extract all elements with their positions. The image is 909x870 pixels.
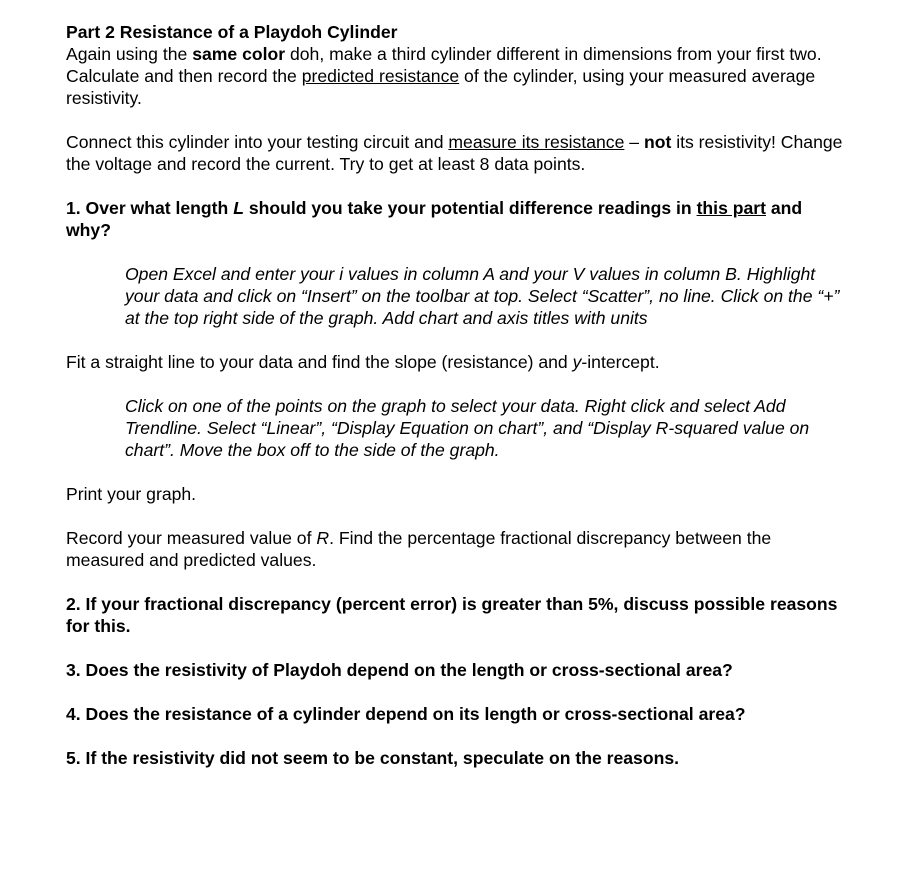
document-page (66, 21, 846, 769)
section-title: Part 2 Resistance of a Playdoh Cylinder (66, 22, 398, 42)
record-paragraph (66, 527, 846, 571)
connect-text-1: Connect this cylinder into your testing circuit and (66, 132, 449, 152)
trendline-instructions: Click on one of the points on the graph to select your data. Right click and select Add Trendline. Select “Linear”, “Display Equation on chart”, and “Display R-squared value on chart”. Move the box off to the side of the graph. (125, 396, 810, 460)
connect-text-3: its resistivity! Change the voltage and record the current. Try to get at least 8 data points. (66, 132, 843, 174)
connect-underline-measure: measure its resistance (448, 132, 625, 152)
fit-text-1: Fit a straight line to your data and find the slope (resistance) and (66, 352, 573, 372)
q1-text-1: 1. Over what length (66, 198, 234, 218)
question-1 (66, 197, 846, 241)
connect-paragraph (66, 131, 846, 175)
question-2: 2. If your fractional discrepancy (percent error) is greater than 5%, discuss possible reasons for this. (66, 594, 838, 636)
question-4: 4. Does the resistance of a cylinder depend on its length or cross-sectional area? (66, 704, 746, 724)
question-3: 3. Does the resistivity of Playdoh depend on the length or cross-sectional area? (66, 660, 733, 680)
excel-italic-i: i (339, 264, 344, 284)
intro-paragraph (66, 43, 846, 109)
q1-text-2: should you take your potential difference readings in (243, 198, 697, 218)
excel-text-1: Open Excel and enter your (125, 264, 340, 284)
connect-bold-not: not (643, 132, 672, 152)
print-paragraph: Print your graph. (66, 484, 197, 504)
record-text-2: . Find the percentage fractional discrepancy between the measured and predicted values. (66, 528, 772, 570)
excel-instructions (66, 263, 846, 329)
fit-text-2: -intercept. (581, 352, 660, 372)
intro-text-3: of the cylinder, using your measured average resistivity. (66, 66, 816, 108)
excel-text-2: values in column A and your (343, 264, 573, 284)
intro-text-1: Again using the (66, 44, 193, 64)
excel-text-3: values in column B. Highlight your data and click on “Insert” on the toolbar at top. Select “Scatter”, no line. Click on the “+” at the top right side of the graph. Add chart and axis titles with units (125, 264, 840, 328)
q1-underline-this-part: this part (696, 198, 766, 218)
intro-text-2: doh, make a third cylinder different in dimensions from your first two. Calculate and then record the (66, 44, 822, 86)
fit-italic-y: y (572, 352, 582, 372)
fit-paragraph (66, 351, 846, 373)
question-5: 5. If the resistivity did not seem to be constant, speculate on the reasons. (66, 748, 679, 768)
record-text-1: Record your measured value of (66, 528, 317, 548)
q1-text-3: and why? (66, 198, 803, 240)
record-italic-R: R (316, 528, 330, 548)
intro-bold-same-color: same color (192, 44, 286, 64)
intro-underline-predicted-resistance: predicted resistance (301, 66, 460, 86)
connect-text-2: – (624, 132, 644, 152)
q1-italic-L: L (233, 198, 244, 218)
excel-italic-V: V (572, 264, 585, 284)
